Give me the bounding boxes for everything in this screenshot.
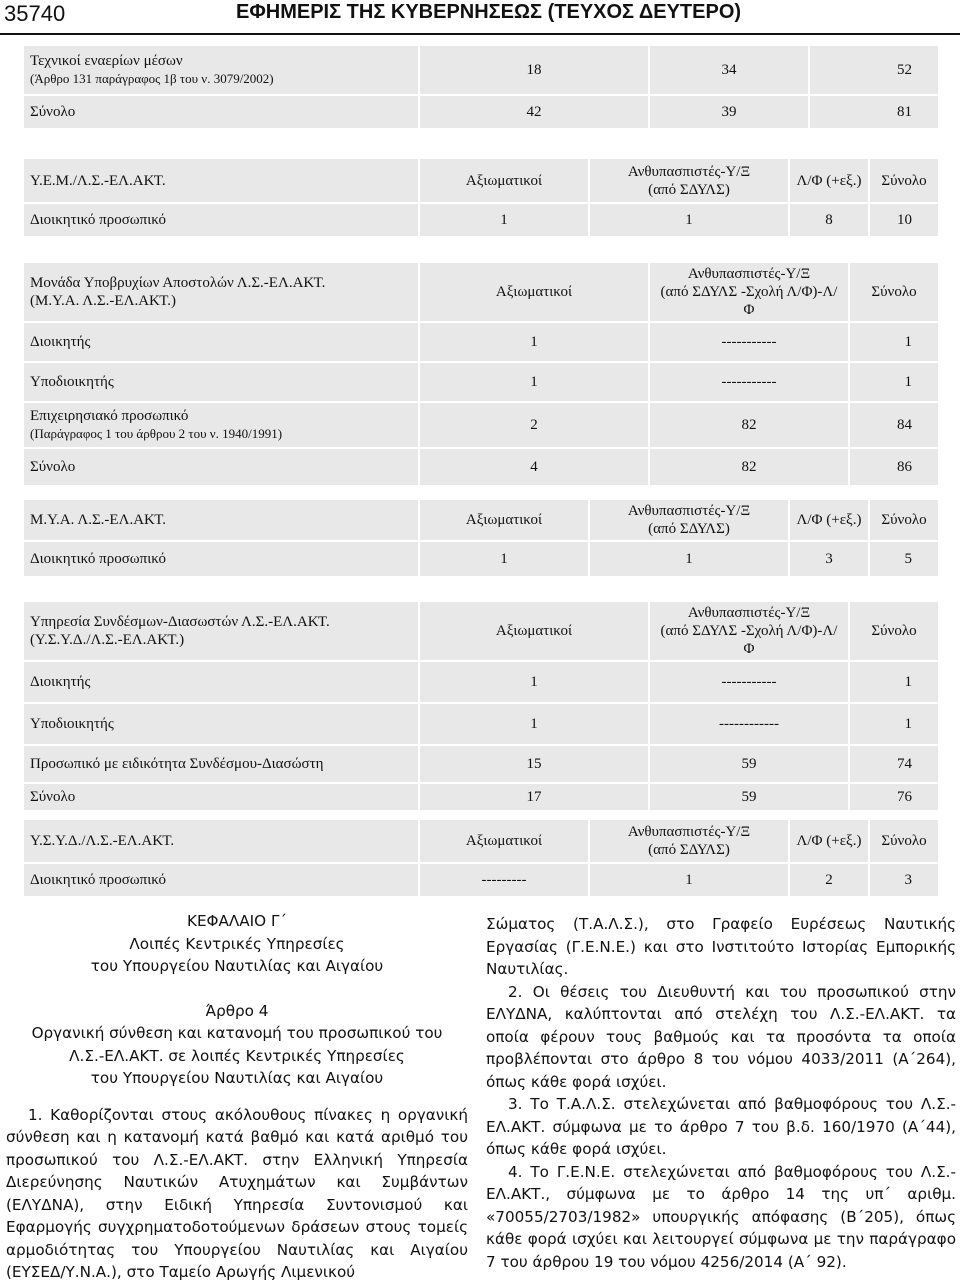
col-header-total: Σύνολο [849, 262, 939, 322]
table-row [23, 783, 939, 811]
table-mya-admin [22, 498, 940, 578]
cell-total: 1 [849, 322, 939, 362]
cell-total: 86 [849, 448, 939, 486]
paragraph-4: 4. Το Γ.Ε.Ν.Ε. στελεχώνεται από βαθμοφόρους του Λ.Σ.-ΕΛ.ΑΚΤ., σύμφωνα με το άρθρο 14 της υπ΄ αριθμ. «70055/2703/1982» υπουργικής απόφασης (Β΄205), όπως κάθε φορά ισχύει και λειτουργεί σύμφωνα με την παράγραφο 7 του άρθρου 19 του νόμου 4256/2014 (Α΄ 92). [486, 1162, 956, 1271]
cell-officers: 1 [419, 541, 589, 577]
table-row [23, 745, 939, 783]
paragraph-1-continued: Σώματος (Τ.Α.Λ.Σ.), στο Γραφείο Ευρέσεως Ναυτικής Εργασίας (Γ.Ε.Ν.Ε.) και στο Ινστιτούτο Ιστορίας Εμπορικής Ναυτιλίας. [486, 915, 956, 978]
col-header-total: Σύνολο [869, 499, 939, 541]
col-header-lf: Λ/Φ (+εξ.) [789, 819, 869, 863]
table-mya [22, 261, 940, 487]
cell-warrant: ----------- [649, 362, 849, 402]
paragraph-2: 2. Οι θέσεις του Διευθυντή και του προσωπικού στην ΕΛΥΔΝΑ, καλύπτονται από στελέχη του Λ.Σ.-ΕΛ.ΑΚΤ. τα οποία φέρουν τους βαθμούς και τα προσόντα τα οποία προβλέπονται στο άρθρο 8 του νόμου 4033/2011 (Α΄264), όπως κάθε φορά ισχύει. [486, 982, 956, 1091]
article-heading: Άρθρο 4 [205, 1001, 269, 1020]
table-row [23, 703, 939, 745]
cell-total: 76 [849, 783, 939, 811]
cell-officers: 1 [419, 362, 649, 402]
col-header-warrant: Ανθυπασπιστές-Υ/Ξ (από ΣΔΥΛΣ) [589, 499, 789, 541]
cell-total: 81 [809, 95, 939, 129]
article-title-3: του Υπουργείου Ναυτιλίας και Αιγαίου [90, 1069, 384, 1087]
col-header-officers: Αξιωματικοί [419, 601, 649, 661]
cell-warrant: 82 [649, 402, 849, 448]
cell-lf: 2 [789, 863, 869, 897]
col-header-total: Σύνολο [849, 601, 939, 661]
left-text-column [6, 910, 468, 1284]
col-header-warrant: Ανθυπασπιστές-Υ/Ξ (από ΣΔΥΛΣ) [589, 819, 789, 863]
unit-name: Υπηρεσία Συνδέσμων-Διασωστών Λ.Σ.-ΕΛ.ΑΚΤ. (Υ.Σ.Υ.Δ./Λ.Σ.-ΕΛ.ΑΚΤ.) [23, 601, 419, 661]
cell-officers: 2 [419, 402, 649, 448]
cell-warrant: 39 [649, 95, 809, 129]
cell-officers: 1 [419, 661, 649, 703]
table-row [23, 362, 939, 402]
gazette-title: ΕΦΗΜΕΡΙΣ ΤΗΣ ΚΥΒΕΡΝΗΣΕΩΣ (ΤΕΥΧΟΣ ΔΕΥΤΕΡΟ) [236, 1, 742, 23]
row-label: Διοικητής [23, 322, 419, 362]
cell-lf: 3 [789, 541, 869, 577]
cell-warrant: 59 [649, 783, 849, 811]
paragraph-3: 3. Το Τ.Α.Λ.Σ. στελεχώνεται από βαθμοφόρους του Λ.Σ.-ΕΛ.ΑΚΤ. σύμφωνα με το άρθρο 7 του β.δ. 160/1970 (Α΄44), όπως κάθε φορά ισχύει. [486, 1095, 956, 1158]
paragraph-1: 1. Καθορίζονται στους ακόλουθους πίνακες η οργανική σύνθεση και η κατανομή κατά βαθμό και κατά αριθμό του προσωπικού του Λ.Σ.-ΕΛ.ΑΚΤ. στην Ελληνική Υπηρεσία Διερεύνησης Ναυτικών Ατυχημάτων και Συμβάντων (ΕΛΥΔΝΑ), στην Ειδική Υπηρεσία Συντονισμού και Εφαρμογής συγχρηματοδοτούμενων δράσεων στους τομείς αρμοδιότητας του Υπουργείου Ναυτιλίας και Αιγαίου (ΕΥΣΕΔ/Υ.Ν.Α.), στο Ταμείο Αρωγής Λιμενικού [6, 1105, 468, 1281]
cell-officers: --------- [419, 863, 589, 897]
table-yem [22, 157, 940, 238]
cell-total: 74 [849, 745, 939, 783]
cell-total: 5 [869, 541, 939, 577]
table-row [23, 203, 939, 237]
row-label: Σύνολο [23, 783, 419, 811]
table-row [23, 863, 939, 897]
table-header-row [23, 262, 939, 322]
cell-warrant: ----------- [649, 322, 849, 362]
table-row [23, 402, 939, 448]
row-label: Επιχειρησιακό προσωπικό (Παράγραφος 1 του άρθρου 2 του ν. 1940/1991) [23, 402, 419, 448]
table-header-row [23, 158, 939, 203]
col-header-officers: Αξιωματικοί [419, 262, 649, 322]
cell-officers: 42 [419, 95, 649, 129]
row-label: Υποδιοικητής [23, 362, 419, 402]
table-row [23, 45, 939, 95]
table-row [23, 95, 939, 129]
table-header-row [23, 499, 939, 541]
col-header-warrant: Ανθυπασπιστές-Υ/Ξ (από ΣΔΥΛΣ -Σχολή Λ/Φ)-Λ/Φ [649, 601, 849, 661]
article-title-1: Οργανική σύνθεση και κατανομή του προσωπικού του [31, 1024, 443, 1042]
page-header [0, 0, 960, 30]
page-number: 35740 [4, 1, 66, 26]
table-header-row [23, 819, 939, 863]
cell-warrant: 34 [649, 45, 809, 95]
article-title-2: Λ.Σ.-ΕΛ.ΑΚΤ. σε λοιπές Κεντρικές Υπηρεσίες [69, 1046, 405, 1065]
table-ysyd-admin [22, 818, 940, 898]
unit-name: Υ.Σ.Υ.Δ./Λ.Σ.-ΕΛ.ΑΚΤ. [23, 819, 419, 863]
cell-total: 52 [809, 45, 939, 95]
cell-warrant: ----------- [649, 661, 849, 703]
row-label: Προσωπικό με ειδικότητα Συνδέσμου-Διασώστη [23, 745, 419, 783]
row-label: Διοικητικό προσωπικό [23, 863, 419, 897]
row-label: Σύνολο [23, 448, 419, 486]
cell-warrant: 1 [589, 541, 789, 577]
cell-total: 1 [849, 661, 939, 703]
cell-warrant: 1 [589, 203, 789, 237]
cell-officers: 4 [419, 448, 649, 486]
cell-total: 1 [849, 703, 939, 745]
cell-warrant: 59 [649, 745, 849, 783]
col-header-officers: Αξιωματικοί [419, 158, 589, 203]
cell-officers: 1 [419, 703, 649, 745]
row-label: Τεχνικοί εναερίων μέσων (Άρθρο 131 παράγραφος 1β του ν. 3079/2002) [23, 45, 419, 95]
table-header-row [23, 601, 939, 661]
cell-officers: 1 [419, 322, 649, 362]
col-header-warrant: Ανθυπασπιστές-Υ/Ξ (από ΣΔΥΛΣ -Σχολή Λ/Φ)-Λ/Φ [649, 262, 849, 322]
table-ysyd [22, 600, 940, 812]
cell-lf: 8 [789, 203, 869, 237]
col-header-officers: Αξιωματικοί [419, 499, 589, 541]
unit-name: Μ.Υ.Α. Λ.Σ.-ΕΛ.ΑΚΤ. [23, 499, 419, 541]
cell-officers: 1 [419, 203, 589, 237]
row-label: Διοικητικό προσωπικό [23, 541, 419, 577]
row-label: Υποδιοικητής [23, 703, 419, 745]
row-label: Διοικητικό προσωπικό [23, 203, 419, 237]
row-label: Διοικητής [23, 661, 419, 703]
cell-officers: 17 [419, 783, 649, 811]
cell-warrant: 82 [649, 448, 849, 486]
chapter-subtitle: Λοιπές Κεντρικές Υπηρεσίες [129, 934, 345, 953]
right-text-column [486, 913, 956, 1273]
header-rule [0, 33, 960, 35]
col-header-lf: Λ/Φ (+εξ.) [789, 158, 869, 203]
table-row [23, 661, 939, 703]
cell-total: 3 [869, 863, 939, 897]
unit-name: Υ.Ε.Μ./Λ.Σ.-ΕΛ.ΑΚΤ. [23, 158, 419, 203]
table-row [23, 448, 939, 486]
cell-total: 84 [849, 402, 939, 448]
col-header-lf: Λ/Φ (+εξ.) [789, 499, 869, 541]
chapter-subtitle-2: του Υπουργείου Ναυτιλίας και Αιγαίου [90, 957, 384, 975]
col-header-officers: Αξιωματικοί [419, 819, 589, 863]
cell-officers: 18 [419, 45, 649, 95]
cell-total: 10 [869, 203, 939, 237]
cell-warrant: 1 [589, 863, 789, 897]
col-header-total: Σύνολο [869, 158, 939, 203]
table-row [23, 322, 939, 362]
table-row [23, 541, 939, 577]
col-header-warrant: Ανθυπασπιστές-Υ/Ξ (από ΣΔΥΛΣ) [589, 158, 789, 203]
cell-warrant: ------------ [649, 703, 849, 745]
row-label: Σύνολο [23, 95, 419, 129]
col-header-total: Σύνολο [869, 819, 939, 863]
cell-officers: 15 [419, 745, 649, 783]
table-technical-staff [22, 44, 940, 130]
chapter-heading: ΚΕΦΑΛΑΙΟ Γ΄ [187, 912, 287, 930]
unit-name: Μονάδα Υποβρυχίων Αποστολών Λ.Σ.-ΕΛ.ΑΚΤ. (Μ.Υ.Α. Λ.Σ.-ΕΛ.ΑΚΤ.) [23, 262, 419, 322]
cell-total: 1 [849, 362, 939, 402]
